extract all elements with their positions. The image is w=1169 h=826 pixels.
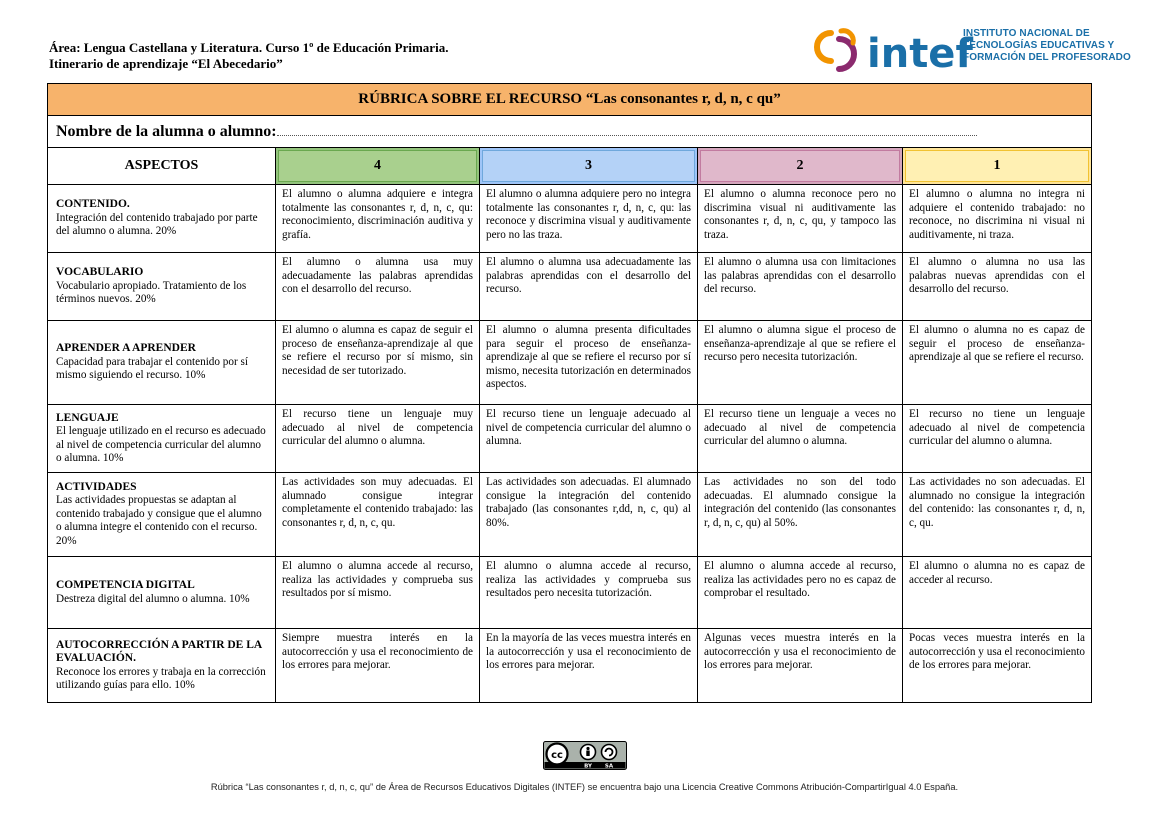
- logo-line-3: FORMACIÓN DEL PROFESORADO: [963, 52, 1131, 63]
- aspect-title: ACTIVIDADES: [56, 480, 137, 493]
- header-aspectos: ASPECTOS: [48, 148, 276, 185]
- name-row: [48, 116, 1092, 148]
- header-score-3: 3: [480, 148, 698, 185]
- rubric-row: [48, 185, 1092, 253]
- criterion-cell-score-4: Las actividades son muy adecuadas. El alumnado consigue integrar completamente el contenido trabajado: las consonantes r, d, n, c, qu.: [276, 473, 480, 557]
- aspect-cell: [48, 185, 276, 253]
- aspect-title: APRENDER A APRENDER: [56, 342, 196, 355]
- header-score-1: 1: [903, 148, 1092, 185]
- svg-text:cc: cc: [551, 750, 563, 761]
- criterion-cell-score-4: Siempre muestra interés en la autocorrección y usa el reconocimiento de los errores para mejorar.: [276, 629, 480, 703]
- svg-text:BY: BY: [584, 763, 592, 770]
- aspect-cell: [48, 253, 276, 321]
- logo-line-2: TECNOLOGÍAS EDUCATIVAS Y: [963, 40, 1115, 51]
- header-score-2: 2: [698, 148, 903, 185]
- header-row: [48, 148, 1092, 185]
- criterion-cell-score-1: El alumno o alumna no es capaz de seguir el proceso de enseñanza-aprendizaje al que se refiere el recurso.: [903, 321, 1092, 405]
- intef-logo-text: [963, 28, 1131, 64]
- rubric-title: RÚBRICA SOBRE EL RECURSO “Las consonantes r, d, n, c qu”: [48, 84, 1092, 116]
- criterion-cell-score-3: El alumno o alumna presenta dificultades para seguir el proceso de enseñanza-aprendizaje al que se refiere el recurso por sí mismo, necesita tutorización en determinados aspectos.: [480, 321, 698, 405]
- rubric-row: [48, 473, 1092, 557]
- aspect-description: Capacidad para trabajar el contenido por sí mismo siguiendo el recurso. 10%: [56, 355, 248, 382]
- aspect-title: CONTENIDO.: [56, 198, 130, 211]
- svg-text:SA: SA: [604, 763, 614, 770]
- intef-logo-mark-icon: [811, 25, 973, 77]
- document-header: [49, 40, 448, 72]
- criterion-cell-score-4: El alumno o alumna adquiere e integra totalmente las consonantes r, d, n, c, qu: reconocimiento, discriminación auditiva y grafía.: [276, 185, 480, 253]
- rubric-row: [48, 629, 1092, 703]
- aspect-description: Integración del contenido trabajado por parte del alumno o alumna. 20%: [56, 211, 258, 238]
- criterion-cell-score-2: Algunas veces muestra interés en la autocorrección y usa el reconocimiento de los errores para mejorar.: [698, 629, 903, 703]
- criterion-cell-score-2: Las actividades no son del todo adecuadas. El alumnado consigue la integración del contenido (las consonantes r, d, n, c, qu) al 50%.: [698, 473, 903, 557]
- criterion-cell-score-3: El alumno o alumna usa adecuadamente las palabras aprendidas con el desarrollo del recurso.: [480, 253, 698, 321]
- cc-by-sa-icon: [543, 741, 627, 770]
- criterion-cell-score-1: El alumno o alumna no integra ni adquiere el contenido trabajado: no reconoce, no discrimina ni visual ni auditivamente, ni traza.: [903, 185, 1092, 253]
- aspect-description: Reconoce los errores y trabaja en la corrección utilizando guías para ello. 10%: [56, 665, 266, 691]
- svg-text:intef: intef: [867, 31, 973, 77]
- criterion-cell-score-1: El alumno o alumna no es capaz de acceder al recurso.: [903, 557, 1092, 629]
- criterion-cell-score-2: El alumno o alumna reconoce pero no discrimina visual ni auditivamente las consonantes r, d, n, c, qu, y tampoco las traza.: [698, 185, 903, 253]
- aspect-description: Destreza digital del alumno o alumna. 10%: [56, 592, 250, 605]
- rubric-row: [48, 253, 1092, 321]
- aspect-title: LENGUAJE: [56, 411, 119, 424]
- title-row: [48, 84, 1092, 116]
- header-score-4: 4: [276, 148, 480, 185]
- itinerary-line: Itinerario de aprendizaje “El Abecedario”: [49, 56, 283, 71]
- student-name-label: Nombre de la alumna o alumno:: [56, 122, 277, 140]
- aspect-cell: [48, 557, 276, 629]
- rubric-row: [48, 321, 1092, 405]
- criterion-cell-score-3: Las actividades son adecuadas. El alumnado consigue la integración del contenido trabajado (las consonantes r,dd, n, c, qu) al 80%.: [480, 473, 698, 557]
- aspect-description: Las actividades propuestas se adaptan al contenido trabajado y consigue que el alumno o alumna integre el contenido con el recurso. 20%: [56, 494, 262, 547]
- logo-line-1: INSTITUTO NACIONAL DE: [963, 28, 1090, 39]
- aspect-cell: [48, 629, 276, 703]
- aspect-title: COMPETENCIA DIGITAL: [56, 579, 195, 591]
- license-footer: Rúbrica “Las consonantes r, d, n, c, qu” de Área de Recursos Educativos Digitales (INTEF) se encuentra bajo una Licencia Creative Commons Atribución-CompartirIgual 4.0 España.: [210, 782, 959, 792]
- criterion-cell-score-3: En la mayoría de las veces muestra interés en la autocorrección y usa el reconocimiento de los errores para mejorar.: [480, 629, 698, 703]
- criterion-cell-score-2: El recurso tiene un lenguaje a veces no adecuado al nivel de competencia curricular del alumno o alumna.: [698, 405, 903, 473]
- criterion-cell-score-3: El alumno o alumna adquiere pero no integra totalmente las consonantes r, d, n, c, qu: las reconoce y discrimina visual y auditivamente pero no las traza.: [480, 185, 698, 253]
- rubric-table: [47, 83, 1092, 703]
- aspect-cell: [48, 473, 276, 557]
- rubric-row: [48, 405, 1092, 473]
- criterion-cell-score-1: El recurso no tiene un lenguaje adecuado al nivel de competencia curricular del alumno o alumna.: [903, 405, 1092, 473]
- criterion-cell-score-4: El alumno o alumna accede al recurso, realiza las actividades y comprueba sus resultados por sí mismo.: [276, 557, 480, 629]
- aspect-cell: [48, 321, 276, 405]
- criterion-cell-score-1: Pocas veces muestra interés en la autocorrección y usa el reconocimiento de los errores para mejorar.: [903, 629, 1092, 703]
- area-line: Área: Lengua Castellana y Literatura. Curso 1º de Educación Primaria.: [49, 40, 449, 55]
- criterion-cell-score-2: El alumno o alumna usa con limitaciones las palabras aprendidas con el desarrollo del recurso.: [698, 253, 903, 321]
- criterion-cell-score-4: El alumno o alumna es capaz de seguir el proceso de enseñanza-aprendizaje al que se refiere el recurso por sí mismo, sin necesidad de ser tutorizado.: [276, 321, 480, 405]
- aspect-title: VOCABULARIO: [56, 266, 144, 279]
- criterion-cell-score-1: Las actividades no son adecuadas. El alumnado no consigue la integración del contenido: las consonantes r, d, n, c, qu.: [903, 473, 1092, 557]
- criterion-cell-score-4: El recurso tiene un lenguaje muy adecuado al nivel de competencia curricular del alumno o alumna.: [276, 405, 480, 473]
- aspect-cell: [48, 405, 276, 473]
- student-name-line[interactable]: [277, 123, 977, 136]
- criterion-cell-score-3: El alumno o alumna accede al recurso, realiza las actividades y comprueba sus resultados pero necesita tutorización.: [480, 557, 698, 629]
- criterion-cell-score-4: El alumno o alumna usa muy adecuadamente las palabras aprendidas con el desarrollo del recurso.: [276, 253, 480, 321]
- rubric-row: [48, 557, 1092, 629]
- aspect-description: El lenguaje utilizado en el recurso es adecuado al nivel de competencia curricular del alumno o alumna. 10%: [56, 425, 266, 464]
- criterion-cell-score-2: El alumno o alumna sigue el proceso de enseñanza-aprendizaje al que se refiere el recurso pero necesita tutorización.: [698, 321, 903, 405]
- criterion-cell-score-3: El recurso tiene un lenguaje adecuado al nivel de competencia curricular del alumno o alumna.: [480, 405, 698, 473]
- criterion-cell-score-1: El alumno o alumna no usa las palabras nuevas aprendidas con el desarrollo del recurso.: [903, 253, 1092, 321]
- aspect-title: AUTOCORRECCIÓN A PARTIR DE LA EVALUACIÓN.: [56, 638, 262, 664]
- criterion-cell-score-2: El alumno o alumna accede al recurso, realiza las actividades pero no es capaz de comprobar el resultado.: [698, 557, 903, 629]
- aspect-description: Vocabulario apropiado. Tratamiento de los términos nuevos. 20%: [56, 279, 247, 306]
- student-name-field[interactable]: [48, 116, 1092, 148]
